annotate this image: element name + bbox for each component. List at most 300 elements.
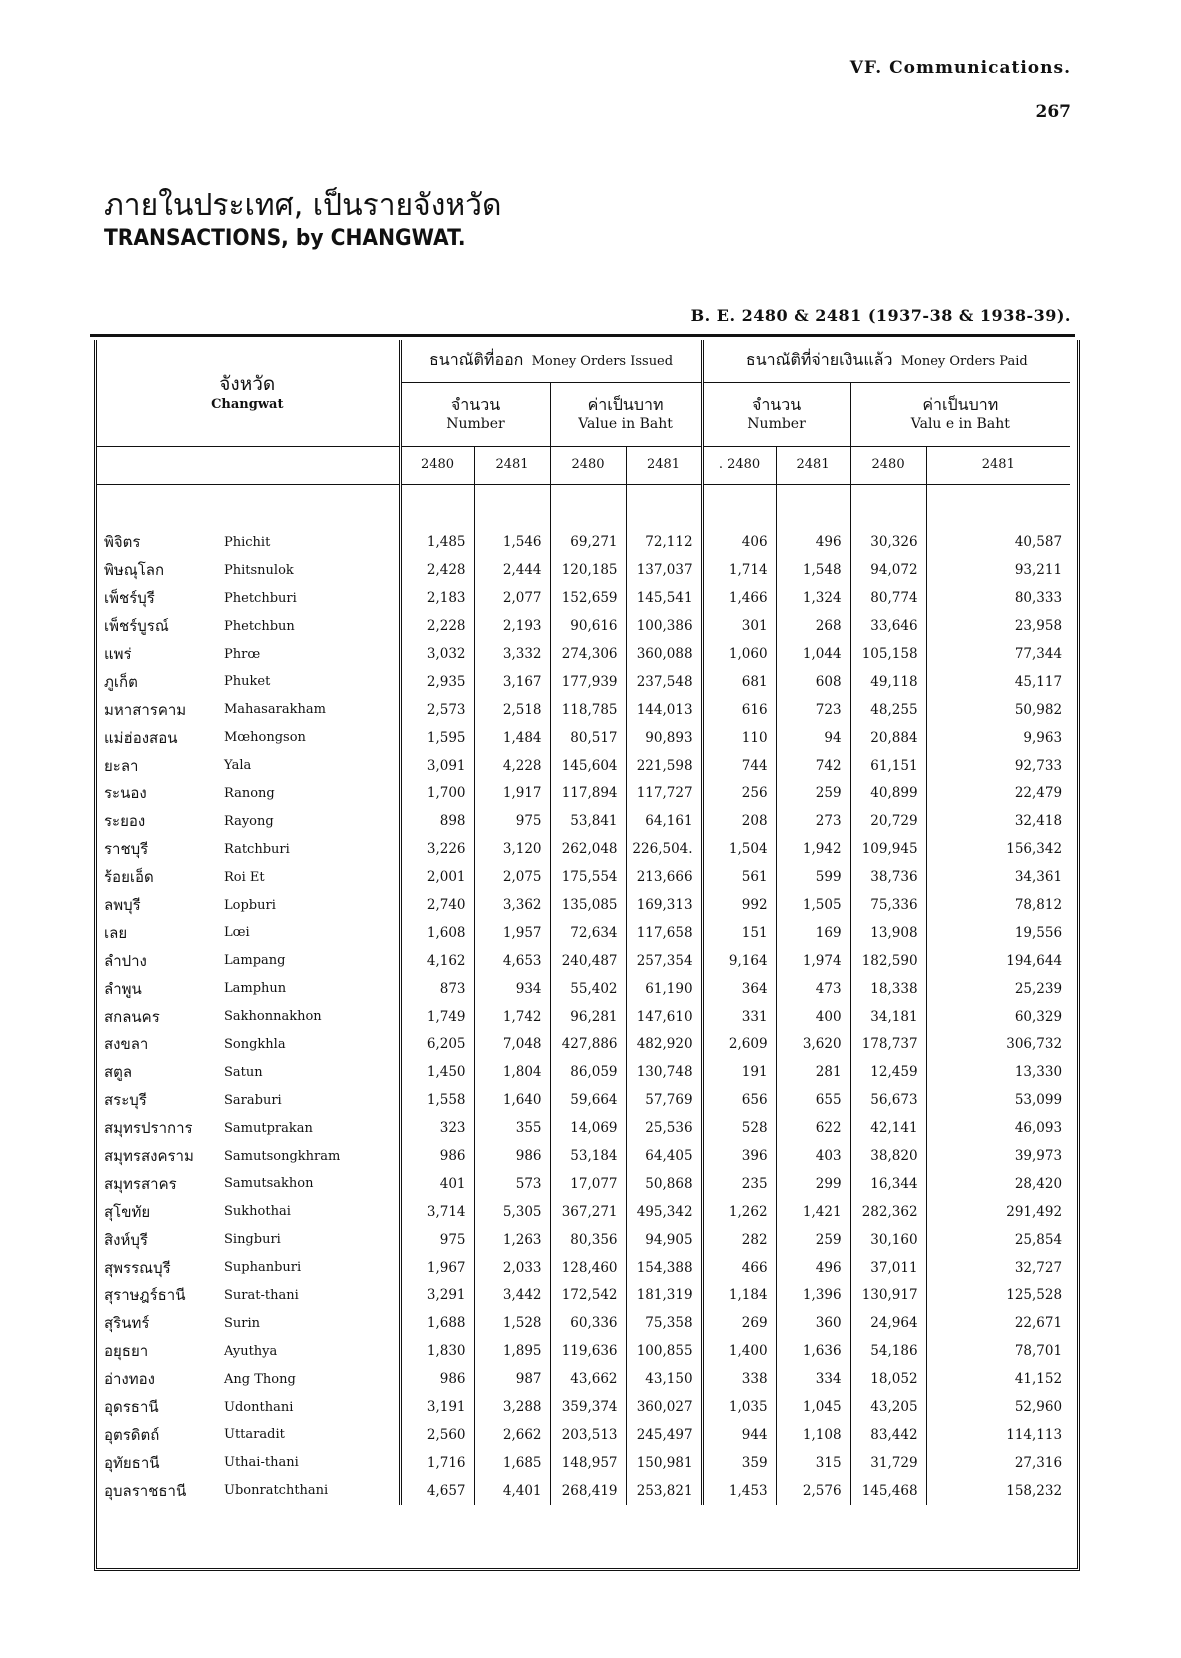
value-cell: 42,141 bbox=[850, 1114, 926, 1142]
value-cell: 24,964 bbox=[850, 1309, 926, 1337]
value-cell: 100,855 bbox=[626, 1337, 702, 1365]
period-label: B. E. 2480 & 2481 (1937-38 & 1938-39). bbox=[690, 306, 1071, 325]
table-row bbox=[96, 807, 1070, 835]
value-cell: 118,785 bbox=[550, 696, 626, 724]
value-cell: 125,528 bbox=[926, 1282, 1070, 1310]
value-cell: 987 bbox=[474, 1365, 550, 1393]
value-cell: 181,319 bbox=[626, 1282, 702, 1310]
value-cell: 1,716 bbox=[400, 1449, 474, 1477]
number-en: Number bbox=[446, 416, 505, 433]
value-cell: 48,255 bbox=[850, 696, 926, 724]
value-cell: 1,504 bbox=[702, 835, 776, 863]
changwat-thai: เลย bbox=[104, 923, 128, 942]
changwat-name: Yala bbox=[224, 758, 252, 774]
changwat-name: Uttaradit bbox=[224, 1427, 285, 1443]
value-cell: 235 bbox=[702, 1170, 776, 1198]
year-header: . 2480 bbox=[702, 446, 776, 484]
value-cell: 323 bbox=[400, 1114, 474, 1142]
value-cell: 22,479 bbox=[926, 780, 1070, 808]
paid-number-header bbox=[702, 382, 850, 446]
value-cell: 78,701 bbox=[926, 1337, 1070, 1365]
value-cell: 4,657 bbox=[400, 1477, 474, 1505]
value-cell: 114,113 bbox=[926, 1421, 1070, 1449]
value-cell: 59,664 bbox=[550, 1086, 626, 1114]
changwat-name: Satun bbox=[224, 1064, 263, 1080]
table-row bbox=[96, 1254, 1070, 1282]
changwat-thai: อยุธยา bbox=[104, 1342, 149, 1361]
value-cell: 6,205 bbox=[400, 1031, 474, 1059]
issued-th: ธนาณัติที่ออก bbox=[428, 350, 524, 370]
changwat-name: Mœhongson bbox=[224, 730, 306, 746]
value-cell: 128,460 bbox=[550, 1254, 626, 1282]
number-th: จำนวน bbox=[751, 394, 802, 414]
value-cell: 262,048 bbox=[550, 835, 626, 863]
value-cell: 2,428 bbox=[400, 556, 474, 584]
value-cell: 117,727 bbox=[626, 780, 702, 808]
value-cell: 61,190 bbox=[626, 975, 702, 1003]
value-cell: 13,908 bbox=[850, 919, 926, 947]
value-cell: 100,386 bbox=[626, 612, 702, 640]
year-header: 2481 bbox=[474, 446, 550, 484]
value-cell: 213,666 bbox=[626, 863, 702, 891]
value-cell: 2,576 bbox=[776, 1477, 850, 1505]
value-cell: 1,714 bbox=[702, 556, 776, 584]
paid-value-header bbox=[850, 382, 1070, 446]
value-cell: 975 bbox=[400, 1226, 474, 1254]
title-english: TRANSACTIONS, by CHANGWAT. bbox=[104, 226, 466, 251]
value-cell: 274,306 bbox=[550, 640, 626, 668]
value-cell: 30,326 bbox=[850, 529, 926, 557]
changwat-thai: สุราษฎร์ธานี bbox=[104, 1286, 186, 1305]
value-cell: 1,060 bbox=[702, 640, 776, 668]
changwat-thai: แพร่ bbox=[104, 645, 132, 663]
changwat-name: Phuket bbox=[224, 674, 271, 690]
value-cell: 64,405 bbox=[626, 1142, 702, 1170]
value-cell: 1,636 bbox=[776, 1337, 850, 1365]
changwat-name: Lamphun bbox=[224, 981, 287, 997]
value-cell: 1,466 bbox=[702, 584, 776, 612]
value-cell: 360 bbox=[776, 1309, 850, 1337]
value-cell: 64,161 bbox=[626, 807, 702, 835]
value-cell: 34,361 bbox=[926, 863, 1070, 891]
value-th: ค่าเป็นบาท bbox=[587, 394, 664, 414]
top-rule bbox=[90, 334, 1075, 337]
value-cell: 92,733 bbox=[926, 752, 1070, 780]
value-cell: 37,011 bbox=[850, 1254, 926, 1282]
table-body bbox=[96, 484, 1070, 1505]
number-en: Number bbox=[747, 416, 806, 433]
table-row bbox=[96, 724, 1070, 752]
value-cell: 94,072 bbox=[850, 556, 926, 584]
value-en-paid: Valu e in Baht bbox=[910, 416, 1010, 433]
value-cell: 78,812 bbox=[926, 891, 1070, 919]
value-cell: 152,659 bbox=[550, 584, 626, 612]
value-cell: 80,774 bbox=[850, 584, 926, 612]
value-cell: 38,820 bbox=[850, 1142, 926, 1170]
table-row bbox=[96, 1031, 1070, 1059]
issued-header bbox=[400, 340, 702, 382]
value-cell: 315 bbox=[776, 1449, 850, 1477]
changwat-thai: อุทัยธานี bbox=[104, 1453, 160, 1472]
value-cell: 18,338 bbox=[850, 975, 926, 1003]
value-cell: 1,035 bbox=[702, 1393, 776, 1421]
value-cell: 39,973 bbox=[926, 1142, 1070, 1170]
value-cell: 1,485 bbox=[400, 529, 474, 557]
value-cell: 105,158 bbox=[850, 640, 926, 668]
page-number: 267 bbox=[1035, 102, 1071, 122]
value-cell: 1,957 bbox=[474, 919, 550, 947]
value-cell: 117,658 bbox=[626, 919, 702, 947]
value-cell: 268 bbox=[776, 612, 850, 640]
table-row bbox=[96, 1114, 1070, 1142]
money-orders-table bbox=[96, 340, 1070, 1505]
value-cell: 360,088 bbox=[626, 640, 702, 668]
value-cell: 1,108 bbox=[776, 1421, 850, 1449]
value-cell: 1,548 bbox=[776, 556, 850, 584]
value-cell: 221,598 bbox=[626, 752, 702, 780]
changwat-thai: ภูเก็ต bbox=[104, 672, 138, 691]
table-row bbox=[96, 1449, 1070, 1477]
value-cell: 19,556 bbox=[926, 919, 1070, 947]
value-cell: 1,184 bbox=[702, 1282, 776, 1310]
changwat-thai: ลำปาง bbox=[104, 951, 147, 970]
value-cell: 75,358 bbox=[626, 1309, 702, 1337]
value-cell: 427,886 bbox=[550, 1031, 626, 1059]
issued-number-header bbox=[400, 382, 550, 446]
changwat-thai: อ่างทอง bbox=[104, 1370, 155, 1389]
value-cell: 178,737 bbox=[850, 1031, 926, 1059]
value-cell: 1,967 bbox=[400, 1254, 474, 1282]
value-cell: 400 bbox=[776, 1003, 850, 1031]
changwat-thai: ร้อยเอ็ด bbox=[104, 868, 154, 887]
changwat-thai: สมุทรปราการ bbox=[104, 1119, 193, 1138]
value-cell: 154,388 bbox=[626, 1254, 702, 1282]
changwat-name: Phetchburi bbox=[224, 590, 297, 606]
value-cell: 331 bbox=[702, 1003, 776, 1031]
value-cell: 130,748 bbox=[626, 1058, 702, 1086]
value-cell: 208 bbox=[702, 807, 776, 835]
value-cell: 182,590 bbox=[850, 947, 926, 975]
value-cell: 4,162 bbox=[400, 947, 474, 975]
value-cell: 137,037 bbox=[626, 556, 702, 584]
value-cell: 1,830 bbox=[400, 1337, 474, 1365]
value-cell: 43,205 bbox=[850, 1393, 926, 1421]
changwat-thai: เพ็ชร์บุรี bbox=[104, 589, 155, 608]
value-cell: 1,396 bbox=[776, 1282, 850, 1310]
value-cell: 45,117 bbox=[926, 668, 1070, 696]
value-cell: 2,518 bbox=[474, 696, 550, 724]
value-cell: 9,164 bbox=[702, 947, 776, 975]
changwat-thai: สตูล bbox=[104, 1063, 133, 1082]
value-cell: 31,729 bbox=[850, 1449, 926, 1477]
table-row bbox=[96, 780, 1070, 808]
changwat-name: Surin bbox=[224, 1315, 261, 1331]
value-cell: 360,027 bbox=[626, 1393, 702, 1421]
value-cell: 599 bbox=[776, 863, 850, 891]
value-cell: 150,981 bbox=[626, 1449, 702, 1477]
value-cell: 90,893 bbox=[626, 724, 702, 752]
changwat-thai: ระยอง bbox=[104, 812, 146, 831]
table-row bbox=[96, 1337, 1070, 1365]
changwat-name: Lœi bbox=[224, 925, 250, 941]
value-cell: 33,646 bbox=[850, 612, 926, 640]
value-cell: 27,316 bbox=[926, 1449, 1070, 1477]
year-header-row bbox=[96, 446, 1070, 484]
section-header: VF. Communications. bbox=[849, 58, 1071, 78]
value-cell: 80,333 bbox=[926, 584, 1070, 612]
value-cell: 656 bbox=[702, 1086, 776, 1114]
value-cell: 2,560 bbox=[400, 1421, 474, 1449]
value-cell: 20,729 bbox=[850, 807, 926, 835]
issued-en: Money Orders Issued bbox=[531, 354, 674, 370]
table-row bbox=[96, 1421, 1070, 1449]
value-cell: 359 bbox=[702, 1449, 776, 1477]
table-row bbox=[96, 612, 1070, 640]
value-cell: 1,263 bbox=[474, 1226, 550, 1254]
value-cell: 28,420 bbox=[926, 1170, 1070, 1198]
value-cell: 616 bbox=[702, 696, 776, 724]
table-row bbox=[96, 752, 1070, 780]
value-cell: 1,974 bbox=[776, 947, 850, 975]
changwat-th: จังหวัด bbox=[219, 372, 276, 395]
value-cell: 25,239 bbox=[926, 975, 1070, 1003]
value-cell: 30,160 bbox=[850, 1226, 926, 1254]
value-cell: 268,419 bbox=[550, 1477, 626, 1505]
value-cell: 496 bbox=[776, 529, 850, 557]
year-header: 2481 bbox=[776, 446, 850, 484]
value-cell: 148,957 bbox=[550, 1449, 626, 1477]
value-cell: 226,504. bbox=[626, 835, 702, 863]
value-cell: 172,542 bbox=[550, 1282, 626, 1310]
value-cell: 992 bbox=[702, 891, 776, 919]
changwat-name: Samutsongkhram bbox=[224, 1148, 341, 1164]
value-cell: 5,305 bbox=[474, 1198, 550, 1226]
value-cell: 1,942 bbox=[776, 835, 850, 863]
value-cell: 90,616 bbox=[550, 612, 626, 640]
value-cell: 1,558 bbox=[400, 1086, 474, 1114]
paid-th: ธนาณัติที่จ่ายเงินแล้ว bbox=[745, 350, 893, 370]
changwat-thai: สุโขทัย bbox=[104, 1202, 151, 1221]
value-cell: 9,963 bbox=[926, 724, 1070, 752]
value-cell: 32,727 bbox=[926, 1254, 1070, 1282]
value-cell: 57,769 bbox=[626, 1086, 702, 1114]
value-cell: 194,644 bbox=[926, 947, 1070, 975]
changwat-name: Saraburi bbox=[224, 1092, 282, 1108]
changwat-name: Uthai-thani bbox=[224, 1455, 299, 1471]
changwat-en: Changwat bbox=[211, 396, 284, 412]
value-cell: 1,450 bbox=[400, 1058, 474, 1086]
value-cell: 3,442 bbox=[474, 1282, 550, 1310]
year-header: 2480 bbox=[850, 446, 926, 484]
value-cell: 56,673 bbox=[850, 1086, 926, 1114]
value-cell: 723 bbox=[776, 696, 850, 724]
changwat-name: Sukhothai bbox=[224, 1204, 291, 1220]
value-cell: 240,487 bbox=[550, 947, 626, 975]
value-cell: 1,528 bbox=[474, 1309, 550, 1337]
table-row bbox=[96, 1309, 1070, 1337]
value-cell: 3,620 bbox=[776, 1031, 850, 1059]
value-cell: 934 bbox=[474, 975, 550, 1003]
value-cell: 2,075 bbox=[474, 863, 550, 891]
changwat-thai: สมุทรสาคร bbox=[104, 1174, 177, 1193]
value-cell: 744 bbox=[702, 752, 776, 780]
value-cell: 109,945 bbox=[850, 835, 926, 863]
value-cell: 53,184 bbox=[550, 1142, 626, 1170]
value-cell: 301 bbox=[702, 612, 776, 640]
value-cell: 4,653 bbox=[474, 947, 550, 975]
value-cell: 2,573 bbox=[400, 696, 474, 724]
changwat-thai: สุพรรณบุรี bbox=[104, 1258, 171, 1277]
value-cell: 38,736 bbox=[850, 863, 926, 891]
value-cell: 898 bbox=[400, 807, 474, 835]
changwat-thai: ยะลา bbox=[104, 756, 139, 775]
value-cell: 975 bbox=[474, 807, 550, 835]
value-cell: 119,636 bbox=[550, 1337, 626, 1365]
value-cell: 281 bbox=[776, 1058, 850, 1086]
value-cell: 96,281 bbox=[550, 1003, 626, 1031]
changwat-name: Ratchburi bbox=[224, 841, 290, 857]
value-cell: 20,884 bbox=[850, 724, 926, 752]
value-cell: 245,497 bbox=[626, 1421, 702, 1449]
value-cell: 61,151 bbox=[850, 752, 926, 780]
value-cell: 156,342 bbox=[926, 835, 1070, 863]
value-cell: 75,336 bbox=[850, 891, 926, 919]
changwat-thai: เพ็ชร์บูรณ์ bbox=[104, 617, 169, 636]
changwat-name: Sakhonnakhon bbox=[224, 1009, 322, 1025]
value-cell: 43,150 bbox=[626, 1365, 702, 1393]
value-cell: 40,899 bbox=[850, 780, 926, 808]
value-cell: 1,749 bbox=[400, 1003, 474, 1031]
table-row bbox=[96, 668, 1070, 696]
value-cell: 13,330 bbox=[926, 1058, 1070, 1086]
value-cell: 359,374 bbox=[550, 1393, 626, 1421]
value-cell: 169,313 bbox=[626, 891, 702, 919]
changwat-name: Phetchbun bbox=[224, 618, 295, 634]
value-cell: 2,609 bbox=[702, 1031, 776, 1059]
table-row bbox=[96, 1226, 1070, 1254]
changwat-name: Surat-thani bbox=[224, 1287, 299, 1303]
value-cell: 259 bbox=[776, 780, 850, 808]
value-cell: 177,939 bbox=[550, 668, 626, 696]
value-cell: 151 bbox=[702, 919, 776, 947]
changwat-name: Ubonratchthani bbox=[224, 1483, 329, 1499]
value-cell: 403 bbox=[776, 1142, 850, 1170]
value-cell: 1,546 bbox=[474, 529, 550, 557]
value-cell: 86,059 bbox=[550, 1058, 626, 1086]
value-cell: 49,118 bbox=[850, 668, 926, 696]
changwat-thai: อุดรธานี bbox=[104, 1398, 159, 1417]
value-cell: 3,291 bbox=[400, 1282, 474, 1310]
table-row bbox=[96, 975, 1070, 1003]
changwat-thai: พิจิตร bbox=[104, 533, 141, 552]
value-cell: 2,001 bbox=[400, 863, 474, 891]
changwat-name: Udonthani bbox=[224, 1399, 294, 1415]
changwat-thai: สุรินทร์ bbox=[104, 1314, 150, 1333]
value-cell: 496 bbox=[776, 1254, 850, 1282]
value-cell: 22,671 bbox=[926, 1309, 1070, 1337]
changwat-name: Ranong bbox=[224, 785, 275, 801]
value-cell: 257,354 bbox=[626, 947, 702, 975]
changwat-name: Phichit bbox=[224, 534, 271, 550]
value-cell: 873 bbox=[400, 975, 474, 1003]
table-row bbox=[96, 863, 1070, 891]
value-cell: 46,093 bbox=[926, 1114, 1070, 1142]
year-header: 2481 bbox=[926, 446, 1070, 484]
value-cell: 1,688 bbox=[400, 1309, 474, 1337]
value-cell: 3,032 bbox=[400, 640, 474, 668]
value-cell: 80,356 bbox=[550, 1226, 626, 1254]
value-cell: 72,634 bbox=[550, 919, 626, 947]
changwat-name: Phitsnulok bbox=[224, 562, 294, 578]
value-cell: 681 bbox=[702, 668, 776, 696]
changwat-thai: อุตรดิตถ์ bbox=[104, 1425, 160, 1444]
value-cell: 3,120 bbox=[474, 835, 550, 863]
value-cell: 1,595 bbox=[400, 724, 474, 752]
value-cell: 144,013 bbox=[626, 696, 702, 724]
value-cell: 52,960 bbox=[926, 1393, 1070, 1421]
table-row bbox=[96, 835, 1070, 863]
value-cell: 77,344 bbox=[926, 640, 1070, 668]
value-cell: 1,505 bbox=[776, 891, 850, 919]
changwat-thai: ลพบุรี bbox=[104, 896, 141, 915]
value-cell: 83,442 bbox=[850, 1421, 926, 1449]
table-row bbox=[96, 696, 1070, 724]
table-row bbox=[96, 947, 1070, 975]
value-cell: 2,740 bbox=[400, 891, 474, 919]
table-row bbox=[96, 1365, 1070, 1393]
changwat-thai: สระบุรี bbox=[104, 1091, 147, 1110]
changwat-thai: แม่ฮ่องสอน bbox=[104, 728, 178, 747]
value-cell: 338 bbox=[702, 1365, 776, 1393]
value-cell: 14,069 bbox=[550, 1114, 626, 1142]
value-cell: 1,044 bbox=[776, 640, 850, 668]
value-cell: 17,077 bbox=[550, 1170, 626, 1198]
changwat-thai: พิษณุโลก bbox=[104, 561, 165, 580]
table-row bbox=[96, 1393, 1070, 1421]
value-cell: 2,935 bbox=[400, 668, 474, 696]
value-cell: 1,324 bbox=[776, 584, 850, 612]
value-cell: 367,271 bbox=[550, 1198, 626, 1226]
changwat-name: Lopburi bbox=[224, 897, 276, 913]
value-cell: 3,167 bbox=[474, 668, 550, 696]
title-thai: ภายในประเทศ, เป็นรายจังหวัด bbox=[104, 188, 502, 223]
table-row bbox=[96, 640, 1070, 668]
value-cell: 299 bbox=[776, 1170, 850, 1198]
value-cell: 608 bbox=[776, 668, 850, 696]
value-cell: 25,536 bbox=[626, 1114, 702, 1142]
value-cell: 120,185 bbox=[550, 556, 626, 584]
value-cell: 54,186 bbox=[850, 1337, 926, 1365]
value-cell: 145,604 bbox=[550, 752, 626, 780]
changwat-name: Phrœ bbox=[224, 646, 261, 662]
value-cell: 72,112 bbox=[626, 529, 702, 557]
value-cell: 94,905 bbox=[626, 1226, 702, 1254]
spacer-row bbox=[96, 484, 1070, 529]
changwat-thai: ระนอง bbox=[104, 784, 147, 803]
value-cell: 1,045 bbox=[776, 1393, 850, 1421]
number-th: จำนวน bbox=[450, 394, 501, 414]
table-row bbox=[96, 556, 1070, 584]
value-cell: 655 bbox=[776, 1086, 850, 1114]
value-cell: 117,894 bbox=[550, 780, 626, 808]
table-row bbox=[96, 1170, 1070, 1198]
paid-header bbox=[702, 340, 1070, 382]
table-row bbox=[96, 1477, 1070, 1505]
value-cell: 18,052 bbox=[850, 1365, 926, 1393]
changwat-thai: อุบลราชธานี bbox=[104, 1481, 187, 1500]
value-cell: 23,958 bbox=[926, 612, 1070, 640]
changwat-name: Lampang bbox=[224, 953, 286, 969]
